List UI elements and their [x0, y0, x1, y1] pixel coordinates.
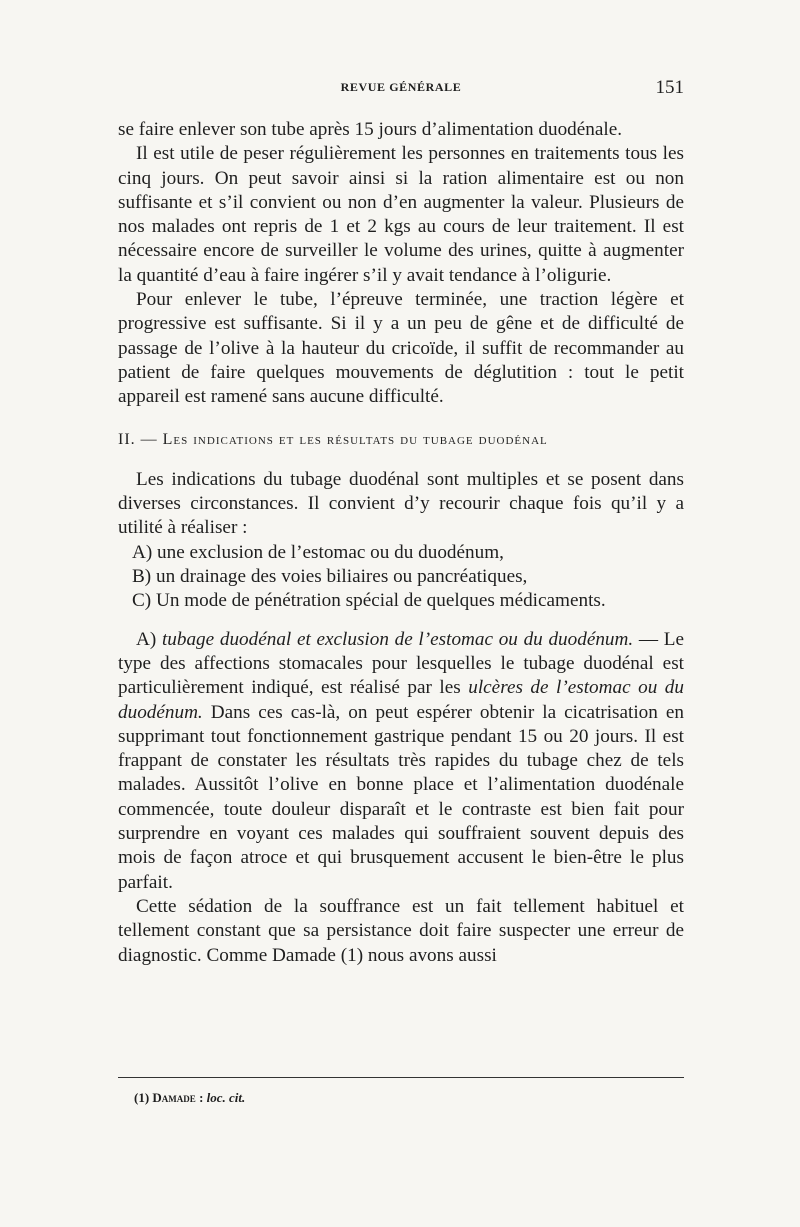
paragraph-1: se faire enlever son tube après 15 jours d’alimentation duodénale.	[118, 119, 623, 140]
footnote-ref: loc. cit.	[206, 1090, 246, 1105]
section-title: Les indications et les résultats du tubage duodénal	[162, 430, 548, 448]
running-head	[118, 77, 684, 100]
footnote-sep: :	[195, 1090, 207, 1105]
body-text	[118, 118, 684, 968]
list-item-b: B) un drainage des voies biliaires ou pancréatiques,	[132, 566, 528, 588]
subsection-title: tubage duodénal et exclusion de l’estomac ou du duodénum.	[161, 628, 634, 650]
section-number: II. —	[118, 430, 158, 448]
subsection-text-b: Dans ces cas-là, on peut espérer obtenir la cicatrisation en supprimant tout fonctionnement gastrique pendant 15 ou 20 jours. Il est frappant de constater les résultats très rapides du tubage chez de tels malades. Aussitôt l’olive en bonne place et l’alimentation duodénale commencée, toute douleur disparaît et le contraste est bien fait pour surprendre en voyant ces malades qui souffraient souvent depuis des mois de façon atroce et qui brusquement accusent le bien-être le plus parfait.	[118, 701, 684, 893]
paragraph-2: Il est utile de peser régulièrement les personnes en traitements tous les cinq jours. On peut savoir ainsi si la ration alimentaire est ou non suffisante et s’il convient ou non d’en augmenter la valeur. Plusieurs de nos malades ont repris de 1 et 2 kgs au cours de leur traitement. Il est nécessaire encore de surveiller le volume des urines, quitte à augmenter la quantité d’eau à faire ingérer s’il y avait tendance à l’oligurie.	[118, 143, 684, 286]
paragraph-3: Pour enlever le tube, l’épreuve terminée, une traction légère et progressive est suffisante. Si il y a un peu de gêne et de difficulté de passage de l’olive à la hauteur du cricoïde, il suffit de recommander au patient de faire quelques mouvements de déglutition : tout le petit appareil est ramené sans aucune difficulté.	[118, 289, 684, 408]
footnote	[134, 1090, 245, 1106]
subsection-paragraph	[118, 628, 684, 895]
list-item-a: A) une exclusion de l’estomac ou du duodénum,	[132, 541, 504, 563]
page-number: 151	[655, 77, 684, 98]
list-item-c: C) Un mode de pénétration spécial de quelques médicaments.	[132, 590, 606, 612]
journal-title: REVUE GÉNÉRALE	[340, 80, 462, 94]
footnote-marker: (1)	[134, 1090, 150, 1105]
subsection-emphasis: ulcères de l’estomac ou du duodénum.	[118, 677, 684, 723]
subsection-text-a: — Le type des affections stomacales pour lesquelles le tubage duodénal est particulièrement indiqué, est réalisé par les	[118, 628, 684, 699]
subsection-label: A)	[136, 628, 157, 650]
final-paragraph: Cette sédation de la souffrance est un fait tellement habituel et tellement constant que sa persistance doit faire suspecter une erreur de diagnostic. Comme Damade (1) nous avons aussi	[118, 895, 684, 966]
footnote-rule	[118, 1077, 684, 1078]
section-heading	[118, 428, 684, 452]
intro-paragraph: Les indications du tubage duodénal sont multiples et se posent dans diverses circonstances. Il convient d’y recourir chaque fois qu’il y a utilité à réaliser :	[118, 468, 684, 539]
footnote-author: Damade	[152, 1090, 196, 1105]
